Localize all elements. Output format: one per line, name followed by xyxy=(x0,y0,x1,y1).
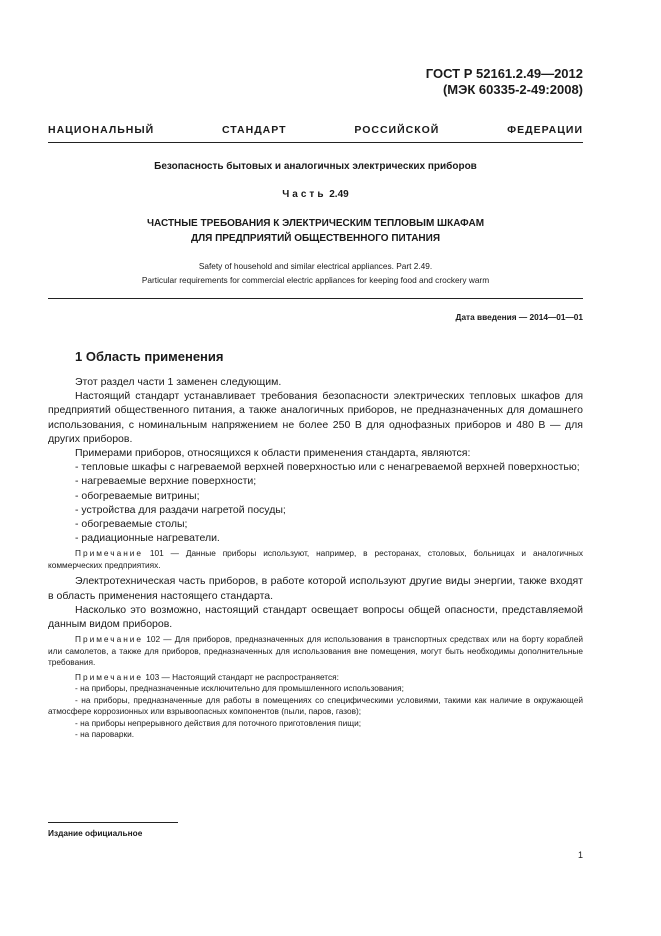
note-list-item: - на приборы непрерывного действия для поточного приготовления пищи; xyxy=(75,717,362,728)
note-list-item: - на приборы, предназначенные исключительно для промышленного использования; xyxy=(75,683,404,694)
note-list-item: - на приборы, предназначенные для работы в помещениях со специфическими условиями, такими как наличие в окружающей атмосфере коррозионных или взрывоопасных компонентов (пыли, паров, газов); xyxy=(48,694,583,717)
english-title xyxy=(48,259,583,287)
section-body xyxy=(48,375,583,741)
note-label: Примечание xyxy=(75,548,144,559)
note-label: Примечание xyxy=(75,634,144,645)
section-heading: 1 Область применения xyxy=(75,349,224,364)
note-103 xyxy=(48,672,583,684)
national-standard-banner: НАЦИОНАЛЬНЫЙ СТАНДАРТ РОССИЙСКОЙ ФЕДЕРАЦИИ xyxy=(48,124,583,136)
list-item: - устройства для раздачи нагретой посуды; xyxy=(75,503,286,516)
paragraph: Примерами приборов, относящихся к области применения стандарта, являются: xyxy=(75,447,471,460)
paragraph: Электротехническая часть приборов, в работе которой используют другие виды энергии, также входят в область применения настоящего стандарта. xyxy=(48,575,583,602)
list-item: - обогреваемые столы; xyxy=(75,518,188,531)
iec-code: (МЭК 60335-2-49:2008) xyxy=(442,82,583,97)
paragraph: Этот раздел части 1 заменен следующим. xyxy=(75,376,282,388)
note-text: 101 — Данные приборы используют, например, в ресторанах, столовых, больницах и аналогичных коммерческих предприятиях. xyxy=(48,548,583,570)
english-title-line2: Particular requirements for commercial electric appliances for keeping food and crockery warm xyxy=(141,275,490,285)
paragraph: Насколько это возможно, настоящий стандарт освещает вопросы общей опасности, представляемой данным видом приборов. xyxy=(48,603,583,631)
banner-divider xyxy=(48,142,583,143)
list-item: - радиационные нагреватели. xyxy=(75,532,220,545)
standard-designation xyxy=(426,66,583,98)
english-title-line1: Safety of household and similar electrical appliances. Part 2.49. xyxy=(198,261,433,271)
list-item: - обогреваемые витрины; xyxy=(75,489,200,502)
note-102 xyxy=(48,634,583,669)
list-item: - тепловые шкафы с нагреваемой верхней поверхностью или с ненагреваемой верхней поверхностью; xyxy=(75,461,580,474)
edition-label: Издание официальное xyxy=(48,828,143,838)
list-item: - нагреваемые верхние поверхности; xyxy=(75,475,257,488)
part-word: Часть xyxy=(282,189,327,200)
main-title-line2: ДЛЯ ПРЕДПРИЯТИЙ ОБЩЕСТВЕННОГО ПИТАНИЯ xyxy=(190,233,441,244)
footer-divider xyxy=(48,822,178,823)
main-title-line1: ЧАСТНЫЕ ТРЕБОВАНИЯ К ЭЛЕКТРИЧЕСКИМ ТЕПЛОВЫМ ШКАФАМ xyxy=(146,218,485,229)
safety-title: Безопасность бытовых и аналогичных электрических приборов xyxy=(154,161,477,172)
note-label: Примечание xyxy=(75,671,144,682)
page-number: 1 xyxy=(577,850,583,860)
introduction-date: Дата введения — 2014—01—01 xyxy=(455,312,583,322)
standard-code: ГОСТ Р 52161.2.49—2012 xyxy=(425,66,583,81)
paragraph: Настоящий стандарт устанавливает требования безопасности электрических тепловых шкафов для предприятий общественного питания, а также аналогичных приборов, не предназначенных для домашнего использования, с номинальным напряжением не более 250 В для однофазных приборов и 480 В — для других приборов. xyxy=(48,390,583,445)
part-number: 2.49 xyxy=(329,189,349,200)
note-text: 102 — Для приборов, предназначенных для использования в транспортных средствах или на борту кораблей или самолетов, а также для приборов, предназначенных для использования вне помещения, могут быть необходимы дополнительные требования. xyxy=(48,634,583,668)
note-text: 103 — Настоящий стандарт не распространяется: xyxy=(143,671,339,682)
part-label xyxy=(48,189,583,200)
main-title xyxy=(48,216,583,246)
note-101 xyxy=(48,548,583,571)
title-divider xyxy=(48,298,583,299)
note-list-item: - на пароварки. xyxy=(75,729,135,740)
